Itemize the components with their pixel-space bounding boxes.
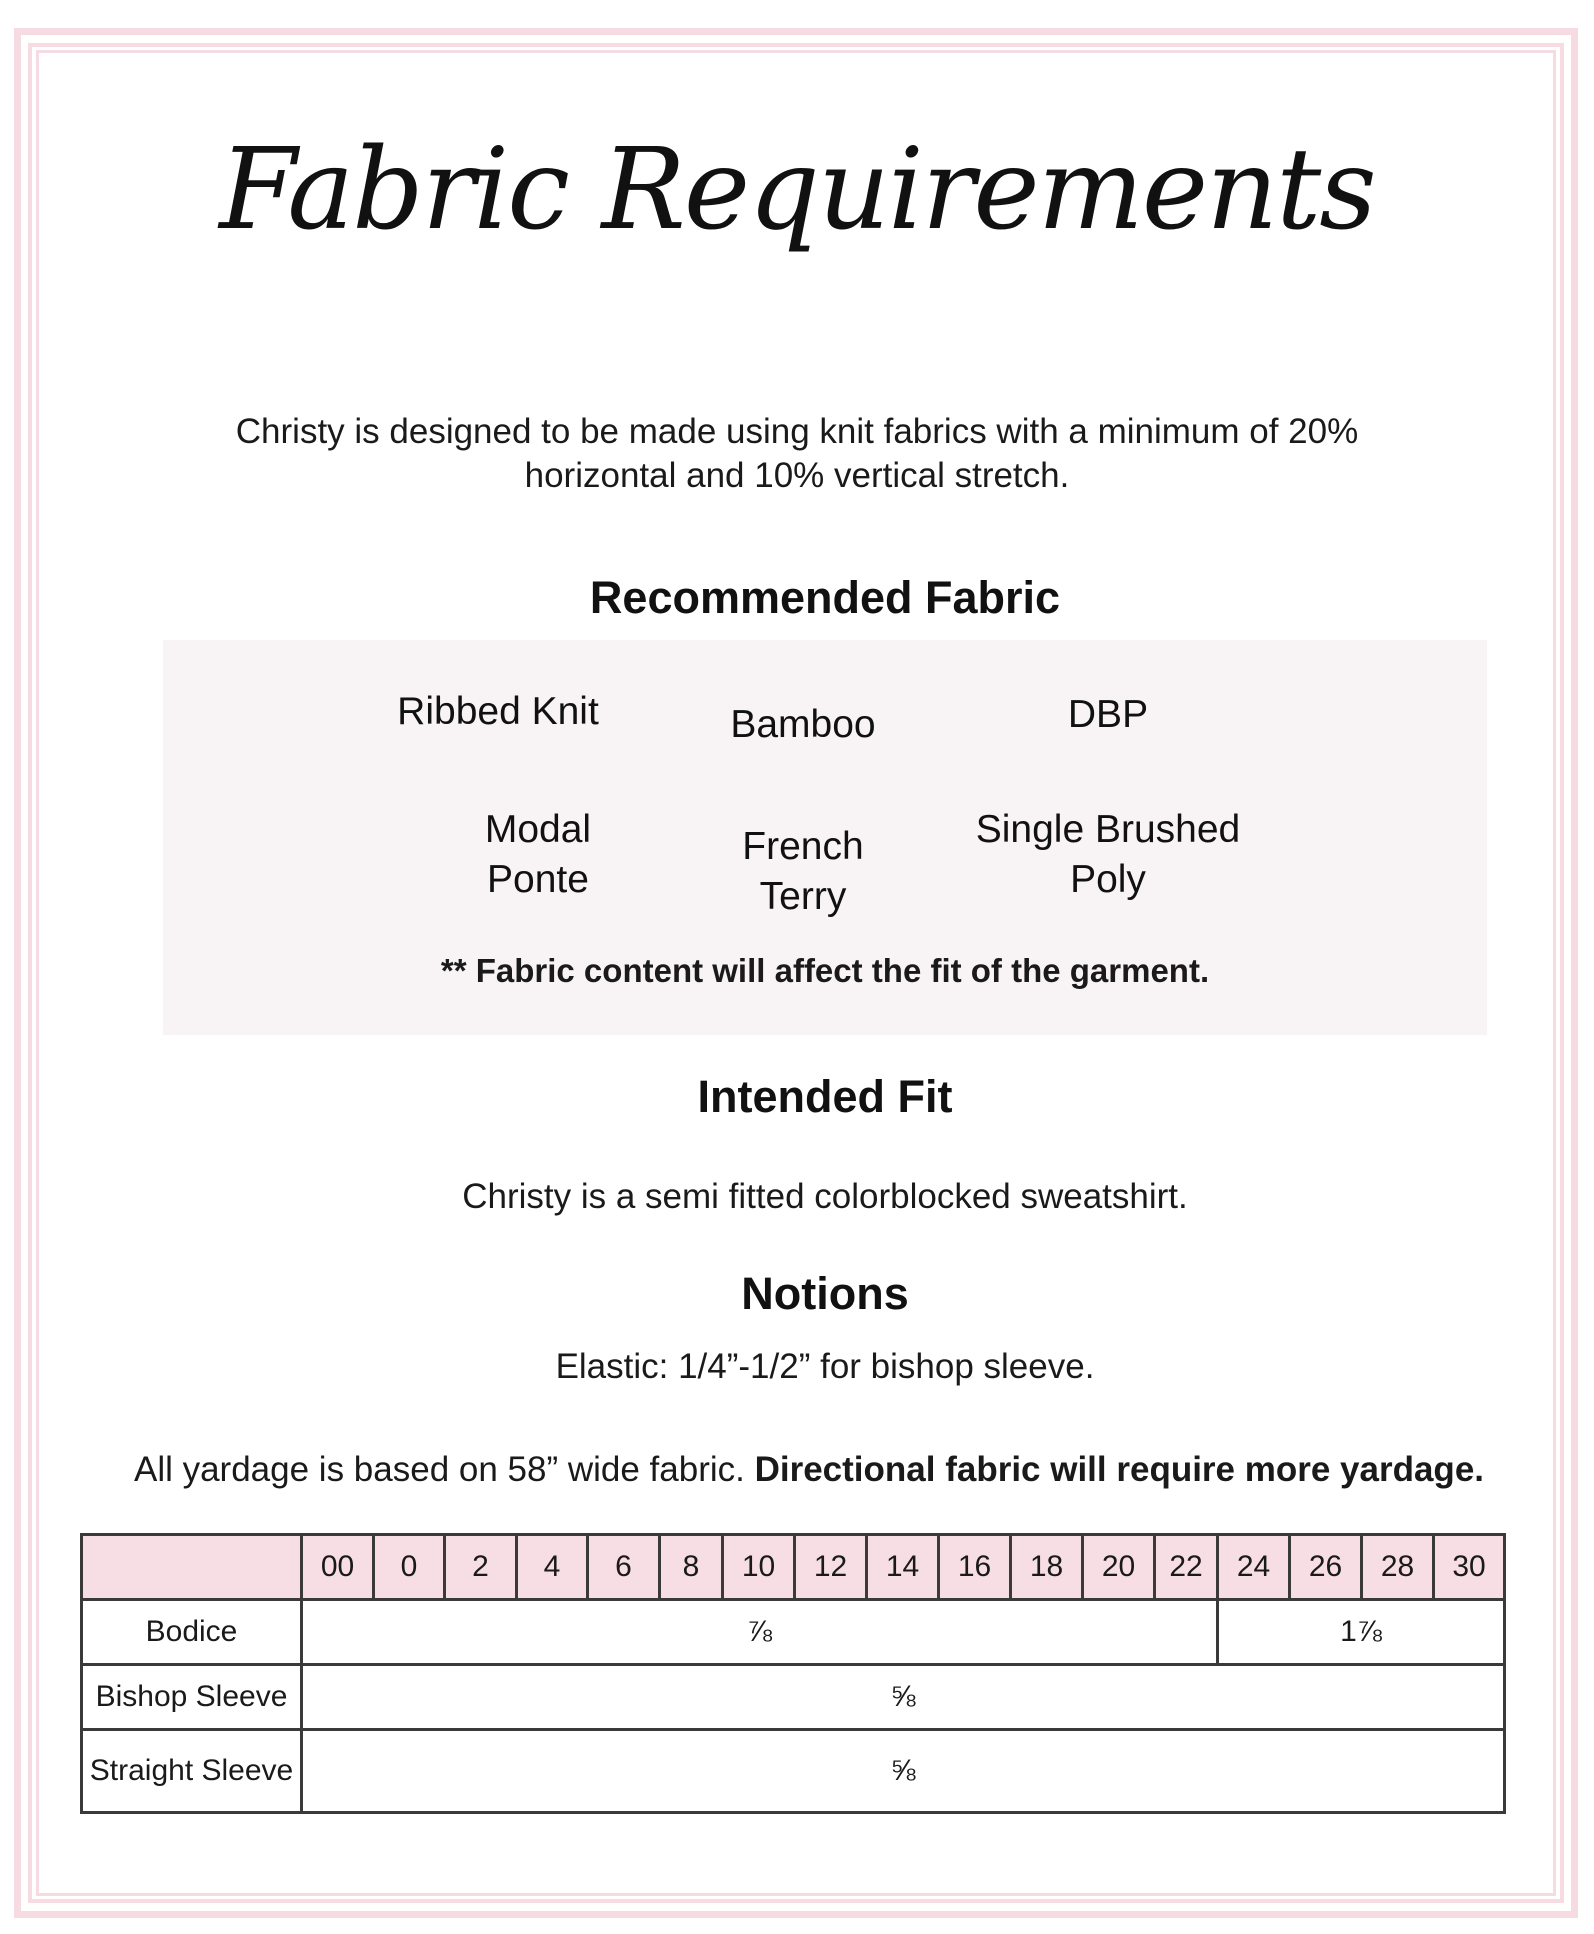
yardage-cell: ⅞ — [302, 1600, 1218, 1665]
notions-heading: Notions — [741, 1268, 909, 1319]
size-header-cell: 30 — [1434, 1535, 1505, 1600]
size-header-cell: 8 — [660, 1535, 723, 1600]
size-header-cell: 24 — [1218, 1535, 1290, 1600]
fabric-item: Bamboo — [730, 703, 876, 746]
fabric-item: DBP — [1067, 693, 1149, 736]
size-header-corner — [82, 1535, 302, 1600]
recommended-fabric-heading: Recommended Fabric — [589, 572, 1061, 623]
intended-fit-heading: Intended Fit — [697, 1071, 953, 1122]
table-row-straight-sleeve — [82, 1730, 1505, 1813]
yardage-table — [80, 1533, 1506, 1814]
size-header-cell: 22 — [1155, 1535, 1218, 1600]
size-header-cell: 28 — [1362, 1535, 1434, 1600]
row-label: Straight Sleeve — [82, 1730, 302, 1813]
size-header-cell: 10 — [723, 1535, 795, 1600]
yardage-note — [0, 1448, 1594, 1492]
fabric-item: Modal Ponte — [484, 808, 592, 901]
size-header-cell: 14 — [867, 1535, 939, 1600]
table-row-bodice — [82, 1600, 1505, 1665]
intro-paragraph: Christy is designed to be made using knit fabrics with a minimum of 20% horizontal and 10% vertical stretch. — [235, 412, 1359, 495]
yardage-note-regular: All yardage is based on 58” wide fabric. — [133, 1450, 755, 1489]
fabric-item: Single Brushed Poly — [975, 808, 1241, 901]
size-header-cell: 12 — [795, 1535, 867, 1600]
size-header-cell: 0 — [374, 1535, 445, 1600]
size-header-cell: 20 — [1083, 1535, 1155, 1600]
size-header-cell: 18 — [1011, 1535, 1083, 1600]
table-row-bishop-sleeve — [82, 1665, 1505, 1730]
size-header-cell: 2 — [445, 1535, 517, 1600]
size-header-row — [82, 1535, 1505, 1600]
page-title: Fabric Requirements — [219, 125, 1375, 255]
yardage-cell: ⅝ — [302, 1665, 1505, 1730]
size-header-cell: 16 — [939, 1535, 1011, 1600]
size-header-cell: 26 — [1290, 1535, 1362, 1600]
recommended-fabric-panel — [163, 640, 1487, 1035]
size-header-cell: 4 — [517, 1535, 588, 1600]
row-label: Bodice — [82, 1600, 302, 1665]
yardage-cell: ⅝ — [302, 1730, 1505, 1813]
fabric-item: Ribbed Knit — [397, 690, 599, 733]
yardage-note-bold: Directional fabric will require more yardage. — [754, 1450, 1485, 1489]
fabric-content-note: ** Fabric content will affect the fit of the garment. — [440, 952, 1210, 989]
notions-text: Elastic: 1/4”-1/2” for bishop sleeve. — [555, 1347, 1095, 1386]
intended-fit-text: Christy is a semi fitted colorblocked sweatshirt. — [462, 1177, 1188, 1216]
size-header-cell: 00 — [302, 1535, 374, 1600]
fabric-item: French Terry — [742, 825, 864, 918]
size-header-cell: 6 — [588, 1535, 660, 1600]
yardage-cell: 1⅞ — [1218, 1600, 1505, 1665]
row-label: Bishop Sleeve — [82, 1665, 302, 1730]
